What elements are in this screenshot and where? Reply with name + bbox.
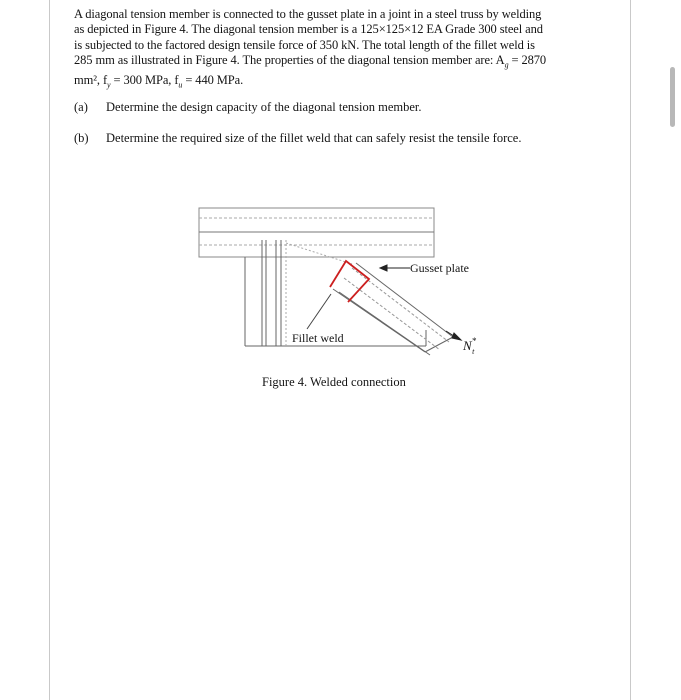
question-a-label: (a) (74, 100, 88, 114)
page-border-right (630, 0, 631, 700)
fillet-weld-label: Fillet weld (292, 331, 344, 345)
diagonal-angle-member (286, 243, 453, 355)
gusset-plate-shape (245, 257, 426, 346)
force-arrow (446, 331, 461, 340)
question-a (74, 100, 422, 115)
force-symbol: N* t (463, 336, 477, 356)
top-chord (199, 208, 434, 257)
scrollbar-thumb[interactable] (670, 67, 675, 127)
gusset-plate-leader (380, 265, 410, 271)
fillet-weld-outline (330, 261, 369, 302)
problem-statement (74, 7, 608, 93)
question-b-text: Determine the required size of the fillet weld that can safely resist the tensile force. (106, 131, 522, 145)
problem-line-2: as depicted in Figure 4. The diagonal tension member is a 125×125×12 EA Grade 300 steel and (74, 22, 543, 37)
question-b (74, 131, 521, 146)
vertical-member (262, 240, 286, 346)
page-border-left (49, 0, 50, 700)
question-a-text: Determine the design capacity of the diagonal tension member. (106, 100, 422, 114)
problem-line-1: A diagonal tension member is connected to the gusset plate in a joint in a steel truss by welding (74, 7, 542, 21)
problem-line-3: is subjected to the factored design tensile force of 350 kN. The total length of the fillet weld is (74, 37, 535, 52)
gusset-plate-label: Gusset plate (410, 261, 469, 275)
figure-caption: Figure 4. Welded connection (262, 375, 406, 389)
problem-line-5: mm², $f_y = 300$ MPa, $f_u = 440$ MPa. (74, 73, 244, 90)
problem-line-4: 285 mm as illustrated in Figure 4. The properties of the diagonal tension member are: $A_g = 2870$ (74, 53, 547, 70)
question-b-label: (b) (74, 131, 89, 145)
fillet-weld-leader (307, 294, 331, 329)
